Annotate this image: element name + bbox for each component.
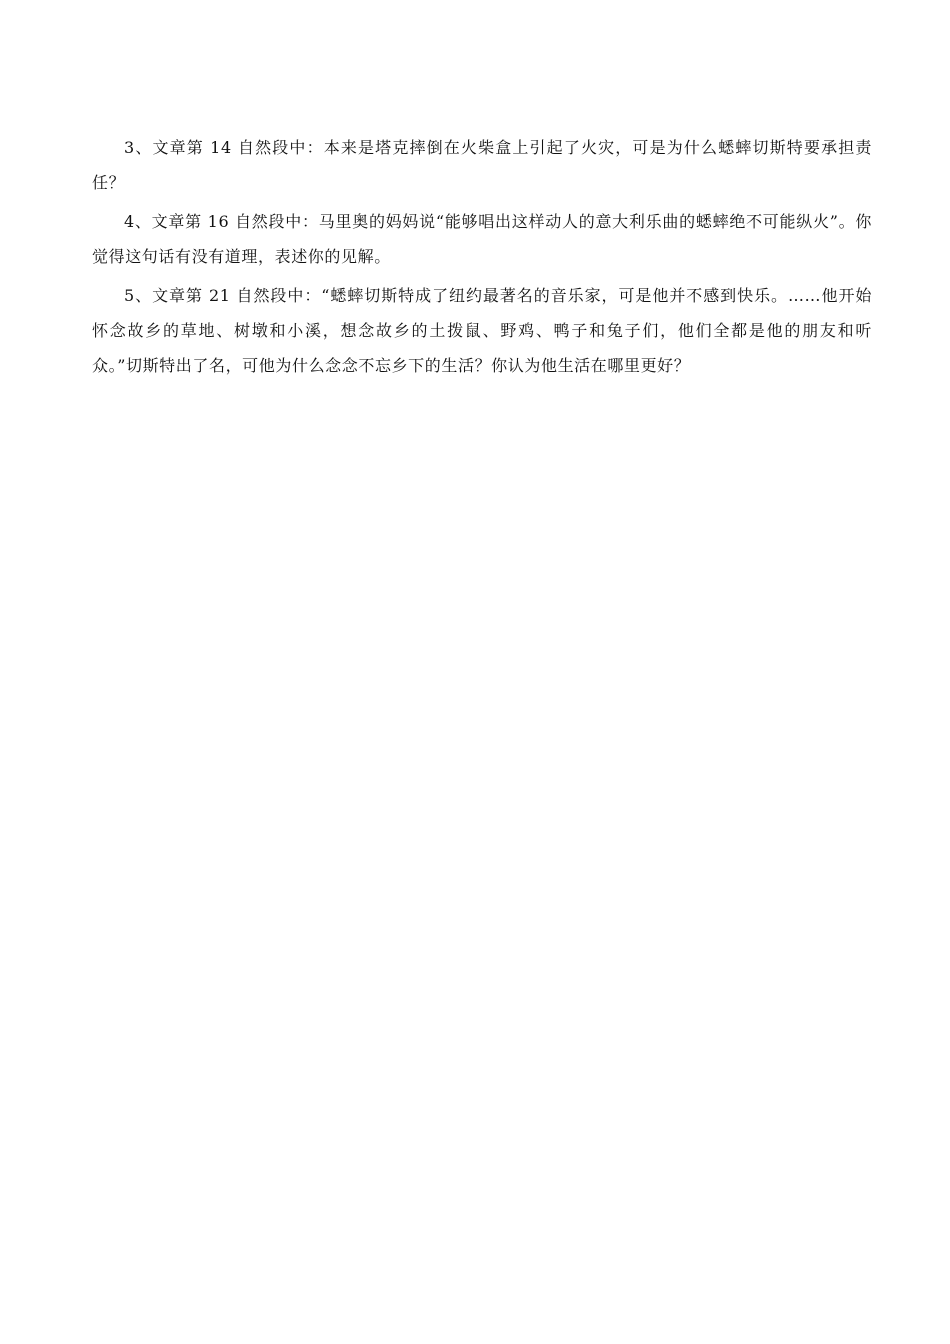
question-5: 5、文章第 21 自然段中：“蟋蟀切斯特成了纽约最著名的音乐家，可是他并不感到快乐。……他开始怀念故乡的草地、树墩和小溪，想念故乡的土拨鼠、野鸡、鸭子和兔子们，他们全都是他的朋友和听众。”切斯特出了名，可他为什么念念不忘乡下的生活？你认为他生活在哪里更好？ bbox=[92, 286, 872, 375]
question-3: 3、文章第 14 自然段中：本来是塔克摔倒在火柴盒上引起了火灾，可是为什么蟋蟀切斯特要承担责任？ bbox=[92, 138, 872, 192]
question-4: 4、文章第 16 自然段中：马里奥的妈妈说“能够唱出这样动人的意大利乐曲的蟋蟀绝不可能纵火”。你觉得这句话有没有道理，表述你的见解。 bbox=[92, 212, 872, 266]
question-list bbox=[92, 130, 872, 383]
